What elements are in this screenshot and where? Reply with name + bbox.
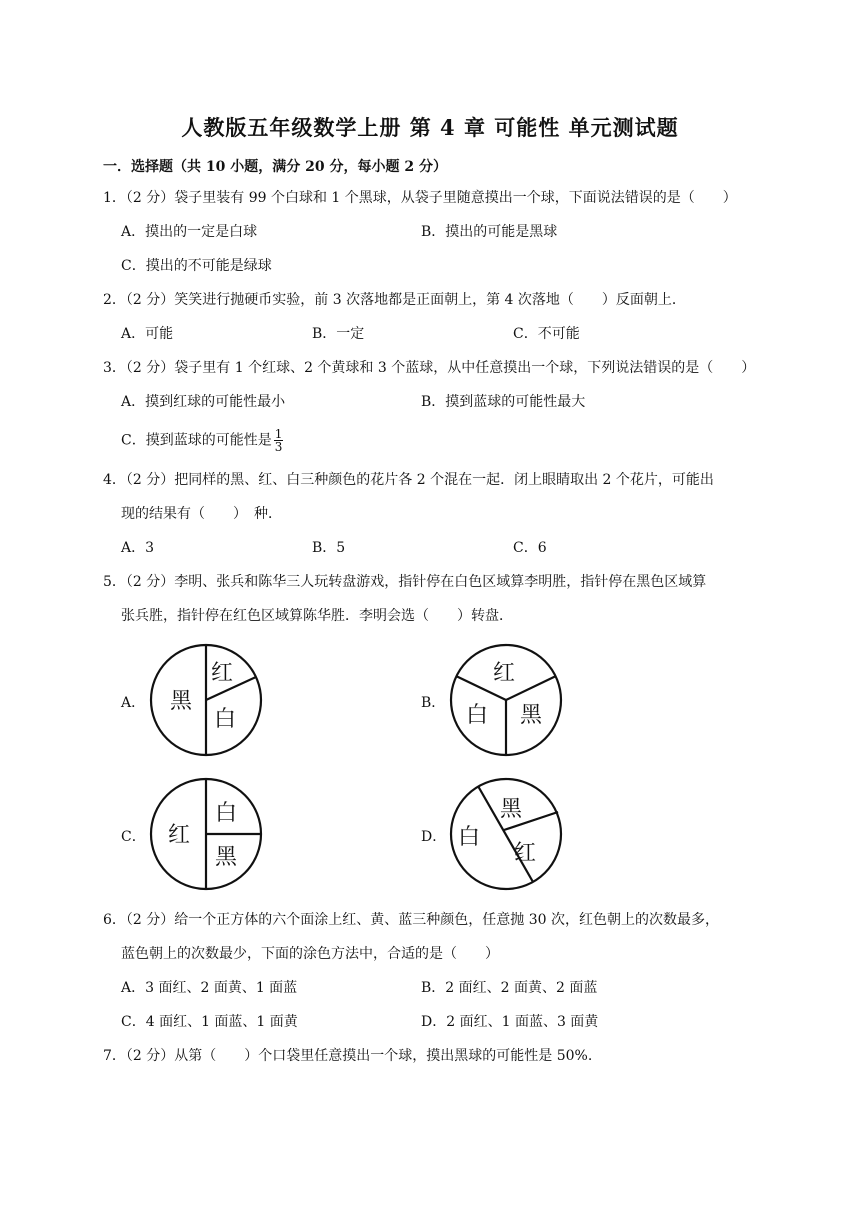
- question-5-option-a-label: A．: [121, 695, 146, 711]
- question-2-stem: 2．（2 分）笑笑进行抛硬币实验，前 3 次落地都是正面朝上，第 4 次落地（ ）反面朝上．: [103, 292, 686, 308]
- spinner-b: [448, 642, 564, 758]
- question-3-option-b: B．摸到蓝球的可能性最大: [421, 394, 586, 410]
- question-2-option-c: C．不可能: [513, 326, 580, 342]
- question-6-stem-line-1: 6．（2 分）给一个正方体的六个面涂上红、黄、蓝三种颜色，任意抛 30 次，红色朝上的次数最多，: [103, 912, 719, 928]
- spinner-c-red-label: 红: [168, 823, 191, 848]
- page-title: 人教版五年级数学上册 第 4 章 可能性 单元测试题: [181, 115, 679, 140]
- spinner-b-black-label: 黑: [520, 703, 543, 728]
- spinner-c: [148, 776, 264, 892]
- question-1-option-b: B．摸出的可能是黑球: [421, 224, 558, 240]
- question-1-stem: 1．（2 分）袋子里装有 99 个白球和 1 个黑球，从袋子里随意摸出一个球，下面说法错误的是（ ）: [103, 190, 737, 206]
- spinner-a-black-label: 黑: [170, 689, 193, 714]
- spinner-a-white-label: 白: [214, 707, 237, 732]
- question-4-option-c: C．6: [513, 540, 547, 556]
- question-4-stem-line-1: 4．（2 分）把同样的黑、红、白三种颜色的花片各 2 个混在一起．闭上眼睛取出 2 个花片，可能出: [103, 472, 714, 488]
- question-3-stem: 3．（2 分）袋子里有 1 个红球、2 个黄球和 3 个蓝球，从中任意摸出一个球，下列说法错误的是（ ）: [103, 360, 756, 376]
- question-5-option-d-label: D．: [421, 829, 447, 845]
- spinner-c-black-label: 黑: [215, 845, 238, 870]
- question-5-stem-line-2: 张兵胜，指针停在红色区域算陈华胜．李明会选（ ）转盘．: [121, 608, 513, 624]
- question-6-option-b: B．2 面红、2 面黄、2 面蓝: [421, 980, 598, 996]
- spinner-b-red-label: 红: [493, 661, 516, 686]
- spinner-b-white-label: 白: [466, 703, 489, 728]
- fraction: [274, 428, 284, 453]
- question-3-option-a: A．摸到红球的可能性最小: [121, 394, 286, 410]
- question-4-stem-line-2: 现的结果有（ ） 种．: [121, 506, 282, 522]
- spinner-d: [448, 776, 564, 892]
- question-6-option-c: C．4 面红、1 面蓝、1 面黄: [121, 1014, 298, 1030]
- question-6-option-a: A．3 面红、2 面黄、1 面蓝: [121, 980, 298, 996]
- spinner-d-white-label: 白: [458, 825, 481, 850]
- question-4-option-a: A．3: [121, 540, 155, 556]
- question-5-option-c-label: C．: [121, 829, 146, 845]
- spinner-a-red-label: 红: [211, 661, 234, 686]
- question-6-option-d: D．2 面红、1 面蓝、3 面黄: [421, 1014, 599, 1030]
- section-heading: 一．选择题（共 10 小题，满分 20 分，每小题 2 分）: [103, 159, 447, 175]
- question-2-option-a: A．可能: [121, 326, 174, 342]
- question-6-stem-line-2: 蓝色朝上的次数最少，下面的涂色方法中，合适的是（ ）: [121, 946, 499, 962]
- question-5-stem-line-1: 5．（2 分）李明、张兵和陈华三人玩转盘游戏，指针停在白色区域算李明胜，指针停在黑色区域算: [103, 574, 707, 590]
- question-1-option-c: C．摸出的不可能是绿球: [121, 258, 272, 274]
- question-5-option-b-label: B．: [421, 695, 446, 711]
- spinner-d-black-label: 黑: [500, 797, 523, 822]
- question-3-option-c-text: C．摸到蓝球的可能性是: [121, 432, 272, 449]
- question-4-option-b: B．5: [312, 540, 346, 556]
- spinner-a: [148, 642, 264, 758]
- fraction-numerator: 1: [274, 427, 283, 441]
- fraction-denominator: 3: [274, 440, 283, 454]
- question-2-option-b: B．一定: [312, 326, 365, 342]
- spinner-c-white-label: 白: [215, 801, 238, 826]
- question-1-option-a: A．摸出的一定是白球: [121, 224, 258, 240]
- question-7-stem: 7．（2 分）从第（ ）个口袋里任意摸出一个球，摸出黑球的可能性是 50%.: [103, 1048, 593, 1064]
- question-3-option-c: [121, 428, 283, 453]
- spinner-d-red-label: 红: [514, 841, 537, 866]
